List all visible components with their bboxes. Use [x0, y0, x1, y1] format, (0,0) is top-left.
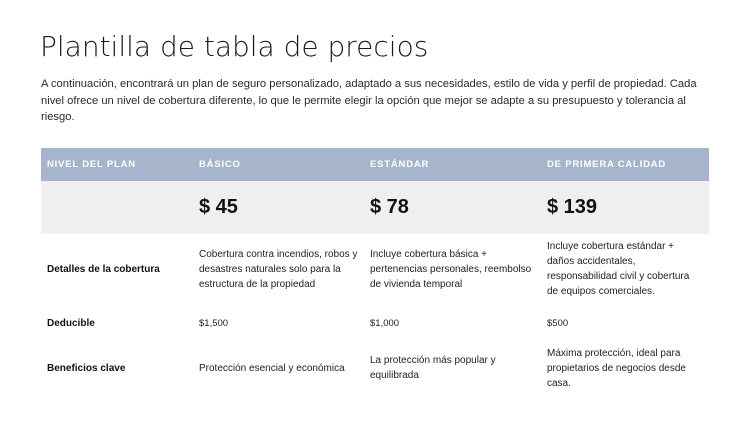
table-row — [41, 234, 709, 304]
benefits-premium: Máxima protección, ideal para propietarios de negocios desde casa. — [547, 347, 686, 389]
coverage-basic: Cobertura contra incendios, robos y desastres naturales solo para la estructura de la propiedad — [199, 248, 358, 290]
row-label-benefits: Beneficios clave — [47, 362, 126, 374]
price-row — [41, 181, 709, 234]
deductible-basic: $1,500 — [199, 317, 229, 329]
coverage-premium: Incluye cobertura estándar + daños accidentales, responsabilidad civil y cobertura de equipos comerciales. — [547, 241, 690, 297]
benefits-standard: La protección más popular y equilibrada — [370, 355, 496, 381]
intro-paragraph: A continuación, encontrará un plan de seguro personalizado, adaptado a sus necesidades, estilo de vida y perfil de propiedad. Cada nivel ofrece un nivel de cobertura diferente, lo que le permite elegir la opción que mejor se adapte a su presupuesto y tolerancia al riesgo. — [41, 78, 697, 123]
header-premium: DE PRIMERA CALIDAD — [547, 159, 667, 170]
table-row — [41, 342, 709, 394]
coverage-standard: Incluye cobertura básica + pertenencias personales, reembolso de vivienda temporal — [370, 248, 532, 290]
row-label-deductible: Deducible — [47, 317, 95, 329]
row-label-coverage: Detalles de la cobertura — [47, 263, 160, 275]
price-premium: $ 139 — [547, 196, 598, 218]
table-row — [41, 304, 709, 342]
page-title: Plantilla de tabla de precios — [40, 30, 429, 63]
benefits-basic: Protección esencial y económica — [199, 362, 345, 374]
header-plan-level: NIVEL DEL PLAN — [47, 159, 136, 170]
header-standard: ESTÁNDAR — [370, 159, 430, 170]
pricing-table — [41, 148, 709, 394]
deductible-standard: $1,000 — [370, 317, 400, 329]
header-basic: BÁSICO — [199, 159, 241, 170]
price-standard: $ 78 — [370, 196, 409, 218]
price-basic: $ 45 — [199, 196, 238, 218]
deductible-premium: $500 — [547, 317, 569, 329]
table-header-row — [41, 148, 709, 181]
